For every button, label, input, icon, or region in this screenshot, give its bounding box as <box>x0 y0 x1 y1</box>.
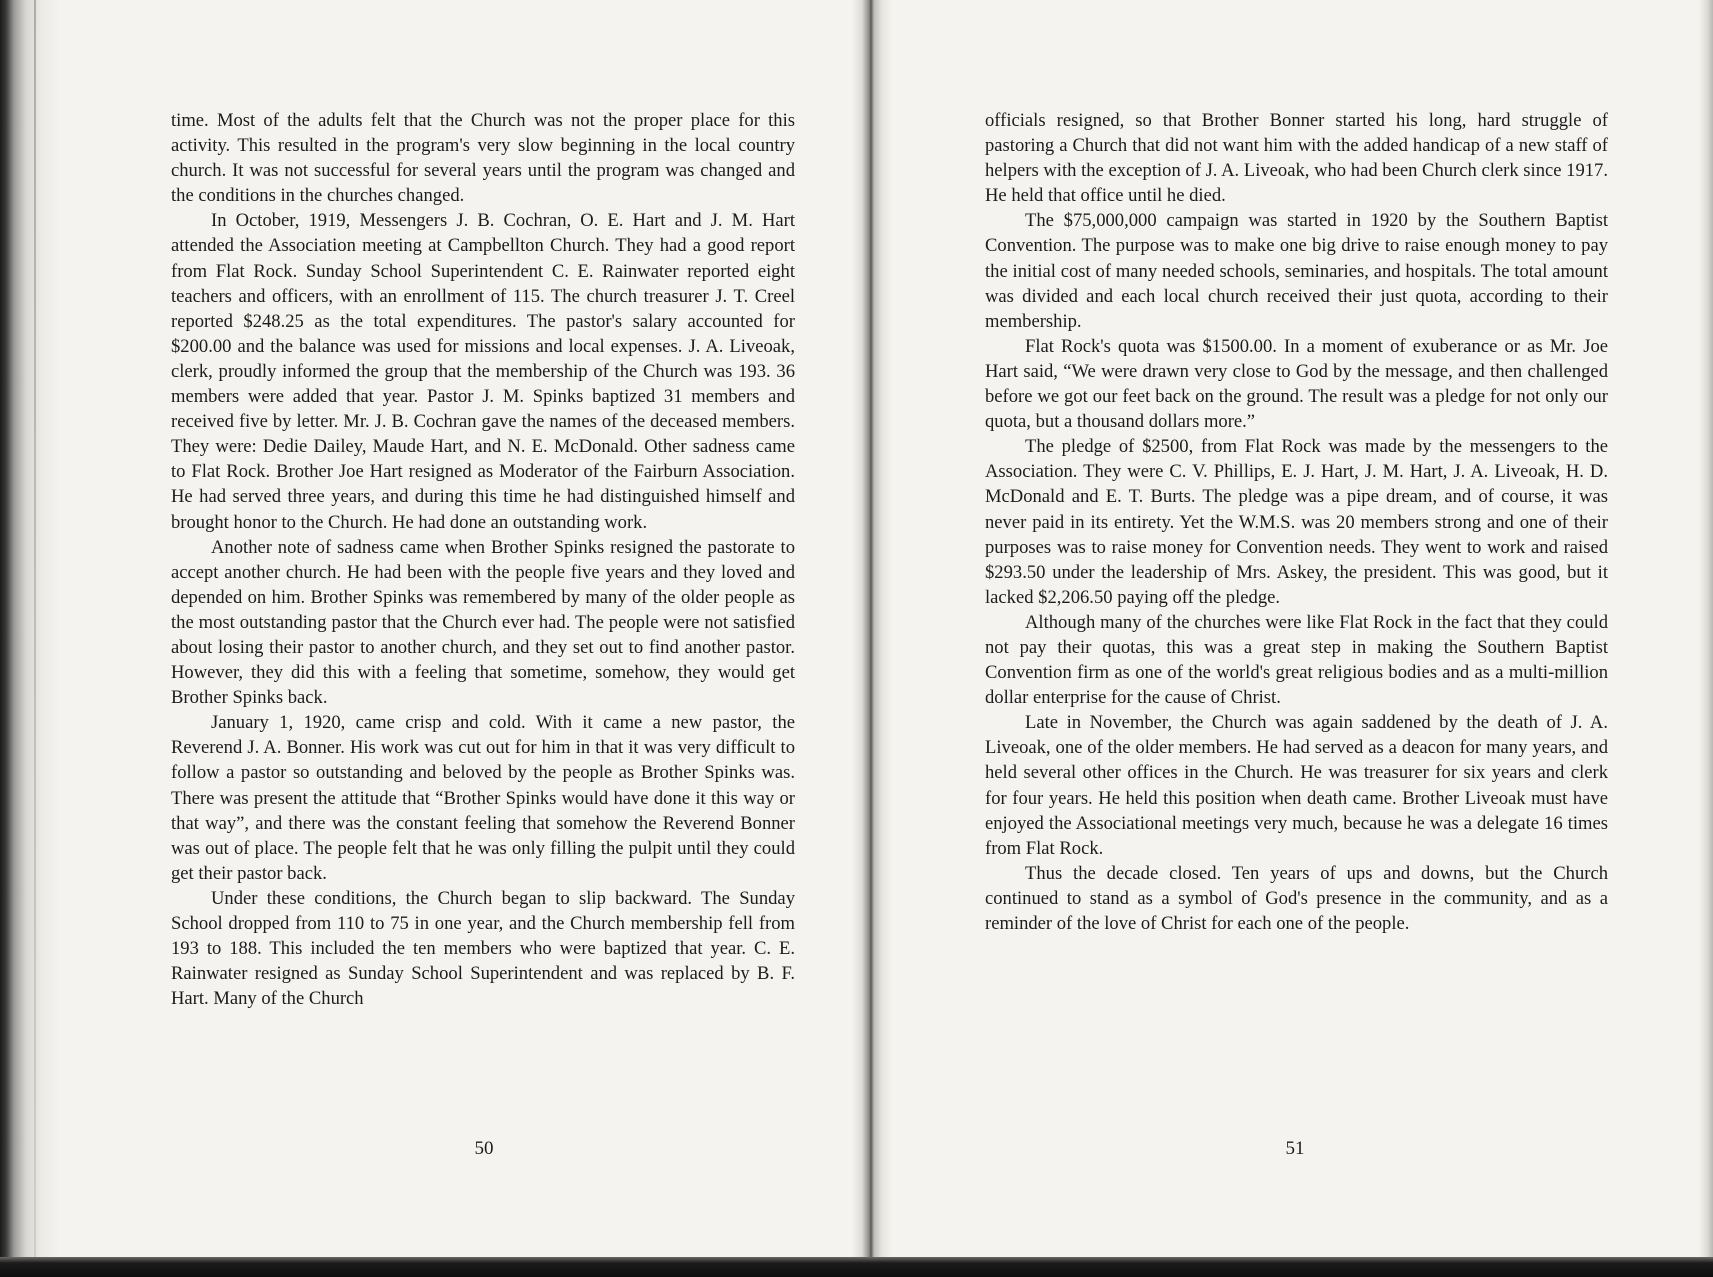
right-page-text <box>985 108 1608 936</box>
paragraph: officials resigned, so that Brother Bonner started his long, hard struggle of pastoring a Church that did not want him with the added handicap of a new staff of helpers with the exception of J. A. Liveoak, who had been Church clerk since 1917. He held that office until he died. <box>985 110 1608 207</box>
paragraph: time. Most of the adults felt that the Church was not the proper place for this activity. This resulted in the program's very slow beginning in the local country church. It was not successful for several years until the program was changed and the conditions in the churches changed. <box>171 110 795 207</box>
paragraph: Under these conditions, the Church began to slip backward. The Sunday School dropped from 110 to 75 in one year, and the Church membership fell from 193 to 188. This included the ten members who were baptized that year. C. E. Rainwater resigned as Sunday School Superintendent and was replaced by B. F. Hart. Many of the Church <box>171 887 795 1010</box>
page-number-right: 51 <box>1285 1138 1305 1159</box>
paragraph: In October, 1919, Messengers J. B. Cochran, O. E. Hart and J. M. Hart attended the Association meeting at Campbellton Church. They had a good report from Flat Rock. Sunday School Superintendent C. E. Rainwater reported eight teachers and officers, with an enrollment of 115. The church treasurer J. T. Creel reported $248.25 as the total expenditures. The pastor's salary accounted for $200.00 and the balance was used for missions and local expenses. J. A. Liveoak, clerk, proudly informed the group that the membership of the Church was 193. 36 members were added that year. Pastor J. M. Spinks baptized 31 members and received five by letter. Mr. J. B. Cochran gave the names of the deceased members. They were: Dedie Dailey, Maude Hart, and N. E. McDonald. Other sadness came to Flat Rock. Brother Joe Hart resigned as Moderator of the Fairburn Association. He had served three years, and during this time he had distinguished himself and brought honor to the Church. He had done an outstanding work. <box>171 210 795 533</box>
book-gutter <box>852 0 892 1277</box>
book-bottom-shadow <box>0 1257 1713 1277</box>
paragraph: The pledge of $2500, from Flat Rock was made by the messengers to the Association. They were C. V. Phillips, E. J. Hart, J. M. Hart, J. A. Liveoak, H. D. McDonald and E. T. Burts. The pledge was a pipe dream, and of course, it was never paid in its entirety. Yet the W.M.S. was 20 members strong and one of their purposes was to raise money for Convention needs. They went to work and raised $293.50 under the leadership of Mrs. Askey, the president. This was good, but it lacked $2,206.50 paying off the pledge. <box>985 436 1608 608</box>
paragraph: Flat Rock's quota was $1500.00. In a moment of exuberance or as Mr. Joe Hart said, “We were drawn very close to God by the message, and then challenged before we got our feet back on the ground. The result was a pledge for not only our quota, but a thousand dollars more.” <box>985 335 1608 433</box>
page-number-left: 50 <box>474 1138 494 1159</box>
left-page-text <box>171 108 795 1011</box>
paragraph: Although many of the churches were like Flat Rock in the fact that they could not pay their quotas, this was a great step in making the Southern Baptist Convention firm as one of the world's great religious bodies and as a multi-million dollar enterprise for the cause of Christ. <box>985 611 1608 709</box>
paragraph: Thus the decade closed. Ten years of ups and downs, but the Church continued to stand as a symbol of God's presence in the community, and as a reminder of the love of Christ for each one of the people. <box>985 862 1608 934</box>
paragraph: The $75,000,000 campaign was started in 1920 by the Southern Baptist Convention. The purpose was to make one big drive to raise enough money to pay the initial cost of many needed schools, seminaries, and hospitals. The total amount was divided and each local church received their just quota, according to their membership. <box>985 210 1608 332</box>
paragraph: Late in November, the Church was again saddened by the death of J. A. Liveoak, one of the older members. He had served as a deacon for many years, and held several other offices in the Church. He was treasurer for six years and clerk for four years. He held this position when death came. Brother Liveoak must have enjoyed the Associational meetings very much, because he was a delegate 16 times from Flat Rock. <box>985 712 1608 859</box>
book-edge-right <box>1699 0 1713 1277</box>
book-edge-left <box>0 0 60 1277</box>
paragraph: January 1, 1920, came crisp and cold. With it came a new pastor, the Reverend J. A. Bonner. His work was cut out for him in that it was very difficult to follow a pastor so outstanding and beloved by the people as Brother Spinks was. There was present the attitude that “Brother Spinks would have done it this way or that way”, and there was the constant feeling that somehow the Reverend Bonner was out of place. The people felt that he was only filling the pulpit until they could get their pastor back. <box>171 712 795 884</box>
paragraph: Another note of sadness came when Brother Spinks resigned the pastorate to accept another church. He had been with the people five years and they loved and depended on him. Brother Spinks was remembered by many of the older people as the most outstanding pastor that the Church ever had. The people were not satisfied about losing their pastor to another church, and they set out to find another pastor. However, they did this with a feeling that sometime, somehow, they would get Brother Spinks back. <box>171 536 795 709</box>
